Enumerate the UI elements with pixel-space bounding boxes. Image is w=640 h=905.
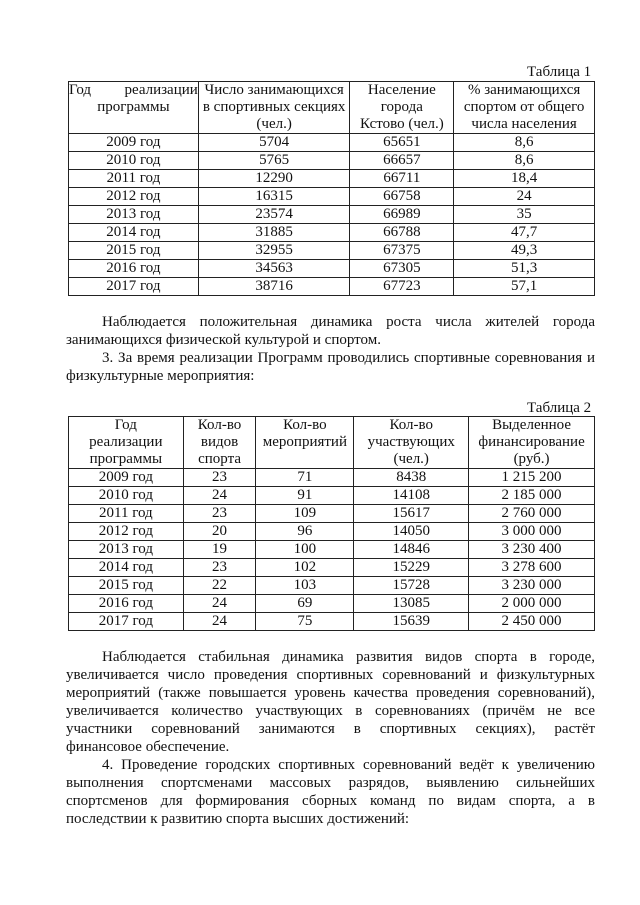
table-cell: 1 215 200 [469,469,595,487]
table-cell: 13085 [354,595,469,613]
paragraph-competitions: 3. За время реализации Программ проводились спортивные соревнования и физкультурные мероприятия: [66,350,595,384]
table-cell: 2013 год [69,206,199,224]
table-cell: 38716 [198,278,350,296]
table1-header-cell: Население города Кстово (чел.) [350,82,454,134]
table-cell: 2010 год [69,487,184,505]
table-cell: 16315 [198,188,350,206]
table-cell: 2011 год [69,170,199,188]
table-cell: 2 760 000 [469,505,595,523]
table-cell: 2017 год [69,278,199,296]
table-row [69,170,595,188]
table-cell: 18,4 [454,170,595,188]
table-cell: 31885 [198,224,350,242]
table-cell: 2011 год [69,505,184,523]
table1-caption: Таблица 1 [527,64,592,80]
table2-header-cell: Выделенное финансирование (руб.) [469,417,595,469]
table-cell: 66758 [350,188,454,206]
table-cell: 65651 [350,134,454,152]
table-cell: 23574 [198,206,350,224]
table-row [69,523,595,541]
table2-header-cell: Кол-во участвующих (чел.) [354,417,469,469]
table-cell: 75 [256,613,354,631]
table-cell: 2 000 000 [469,595,595,613]
table-row [69,541,595,559]
table-cell: 109 [256,505,354,523]
table-cell: 2009 год [69,134,199,152]
table-cell: 66711 [350,170,454,188]
table-cell: 8,6 [454,134,595,152]
table-cell: 19 [183,541,256,559]
table-cell: 8438 [354,469,469,487]
table-cell: 8,6 [454,152,595,170]
table-cell: 24 [183,613,256,631]
table-cell: 5765 [198,152,350,170]
table2-caption: Таблица 2 [527,400,592,416]
table-cell: 22 [183,577,256,595]
table-cell: 2015 год [69,577,184,595]
table-row [69,577,595,595]
table1-header-cell: % занимающихся спортом от общего числа населения [454,82,595,134]
table-cell: 23 [183,469,256,487]
table2-header-cell: Год реализации программы [69,417,184,469]
table-cell: 2017 год [69,613,184,631]
table-cell: 35 [454,206,595,224]
table-row [69,152,595,170]
table-cell: 3 000 000 [469,523,595,541]
table-cell: 2009 год [69,469,184,487]
table-cell: 100 [256,541,354,559]
table-cell: 2016 год [69,260,199,278]
table-cell: 51,3 [454,260,595,278]
table-cell: 67375 [350,242,454,260]
paragraph-trend-2: Наблюдается стабильная динамика развития видов спорта в городе, увеличивается число проведения спортивных соревнований и физкультурных мероприятий (также повышается уровень качества проведения соревнований), увеличивается количество участвующих в соревнованиях (причём не все участники соревнований занимаются в спортивных секциях), растёт финансовое обеспечение. [66,649,595,755]
table-cell: 57,1 [454,278,595,296]
table-row [69,278,595,296]
table-cell: 2 185 000 [469,487,595,505]
table-cell: 15229 [354,559,469,577]
paragraph-trend-1: Наблюдается положительная динамика роста числа жителей города занимающихся физической культурой и спортом. [66,314,595,348]
table-cell: 15617 [354,505,469,523]
table-cell: 14846 [354,541,469,559]
table-cell: 14050 [354,523,469,541]
table-cell: 12290 [198,170,350,188]
table-cell: 67723 [350,278,454,296]
table1-header-row [69,82,595,134]
table-cell: 32955 [198,242,350,260]
table-cell: 2010 год [69,152,199,170]
table-cell: 3 230 400 [469,541,595,559]
table-cell: 3 230 000 [469,577,595,595]
table-cell: 2012 год [69,523,184,541]
table-cell: 91 [256,487,354,505]
table-row [69,559,595,577]
table1 [68,81,595,296]
table-cell: 96 [256,523,354,541]
table-cell: 14108 [354,487,469,505]
table-cell: 71 [256,469,354,487]
table-cell: 15728 [354,577,469,595]
table-cell: 2013 год [69,541,184,559]
table-cell: 2 450 000 [469,613,595,631]
table-row [69,595,595,613]
table-cell: 24 [183,595,256,613]
table2-header-cell: Кол-во видов спорта [183,417,256,469]
table-row [69,469,595,487]
table-cell: 102 [256,559,354,577]
table-cell: 23 [183,505,256,523]
table1-header-cell: Число занимающихся в спортивных секциях (чел.) [198,82,350,134]
table-row [69,134,595,152]
table-row [69,206,595,224]
table-cell: 66788 [350,224,454,242]
table-cell: 2015 год [69,242,199,260]
table-row [69,487,595,505]
table2-header-cell: Кол-во мероприятий [256,417,354,469]
table-row [69,505,595,523]
table-cell: 3 278 600 [469,559,595,577]
table-row [69,224,595,242]
table-cell: 20 [183,523,256,541]
table2-header-row [69,417,595,469]
table-row [69,242,595,260]
table-cell: 5704 [198,134,350,152]
table-cell: 2016 год [69,595,184,613]
table-cell: 15639 [354,613,469,631]
table-row [69,188,595,206]
table-row [69,260,595,278]
table-cell: 47,7 [454,224,595,242]
table-cell: 67305 [350,260,454,278]
table-cell: 24 [183,487,256,505]
table-row [69,613,595,631]
table1-header-cell: Год реализации программы [69,82,199,134]
table-cell: 2012 год [69,188,199,206]
table-cell: 69 [256,595,354,613]
table2 [68,416,595,631]
table-cell: 66657 [350,152,454,170]
table-cell: 2014 год [69,559,184,577]
table-cell: 103 [256,577,354,595]
table-cell: 66989 [350,206,454,224]
table-cell: 24 [454,188,595,206]
table-cell: 49,3 [454,242,595,260]
paragraph-competitions-result: 4. Проведение городских спортивных соревнований ведёт к увеличению выполнения спортсменами массовых разрядов, выявлению сильнейших спортсменов для формирования сборных команд по видам спорта, а в последствии к развитию спорта высших достижений: [66,757,595,827]
table-cell: 2014 год [69,224,199,242]
table-cell: 34563 [198,260,350,278]
table-cell: 23 [183,559,256,577]
